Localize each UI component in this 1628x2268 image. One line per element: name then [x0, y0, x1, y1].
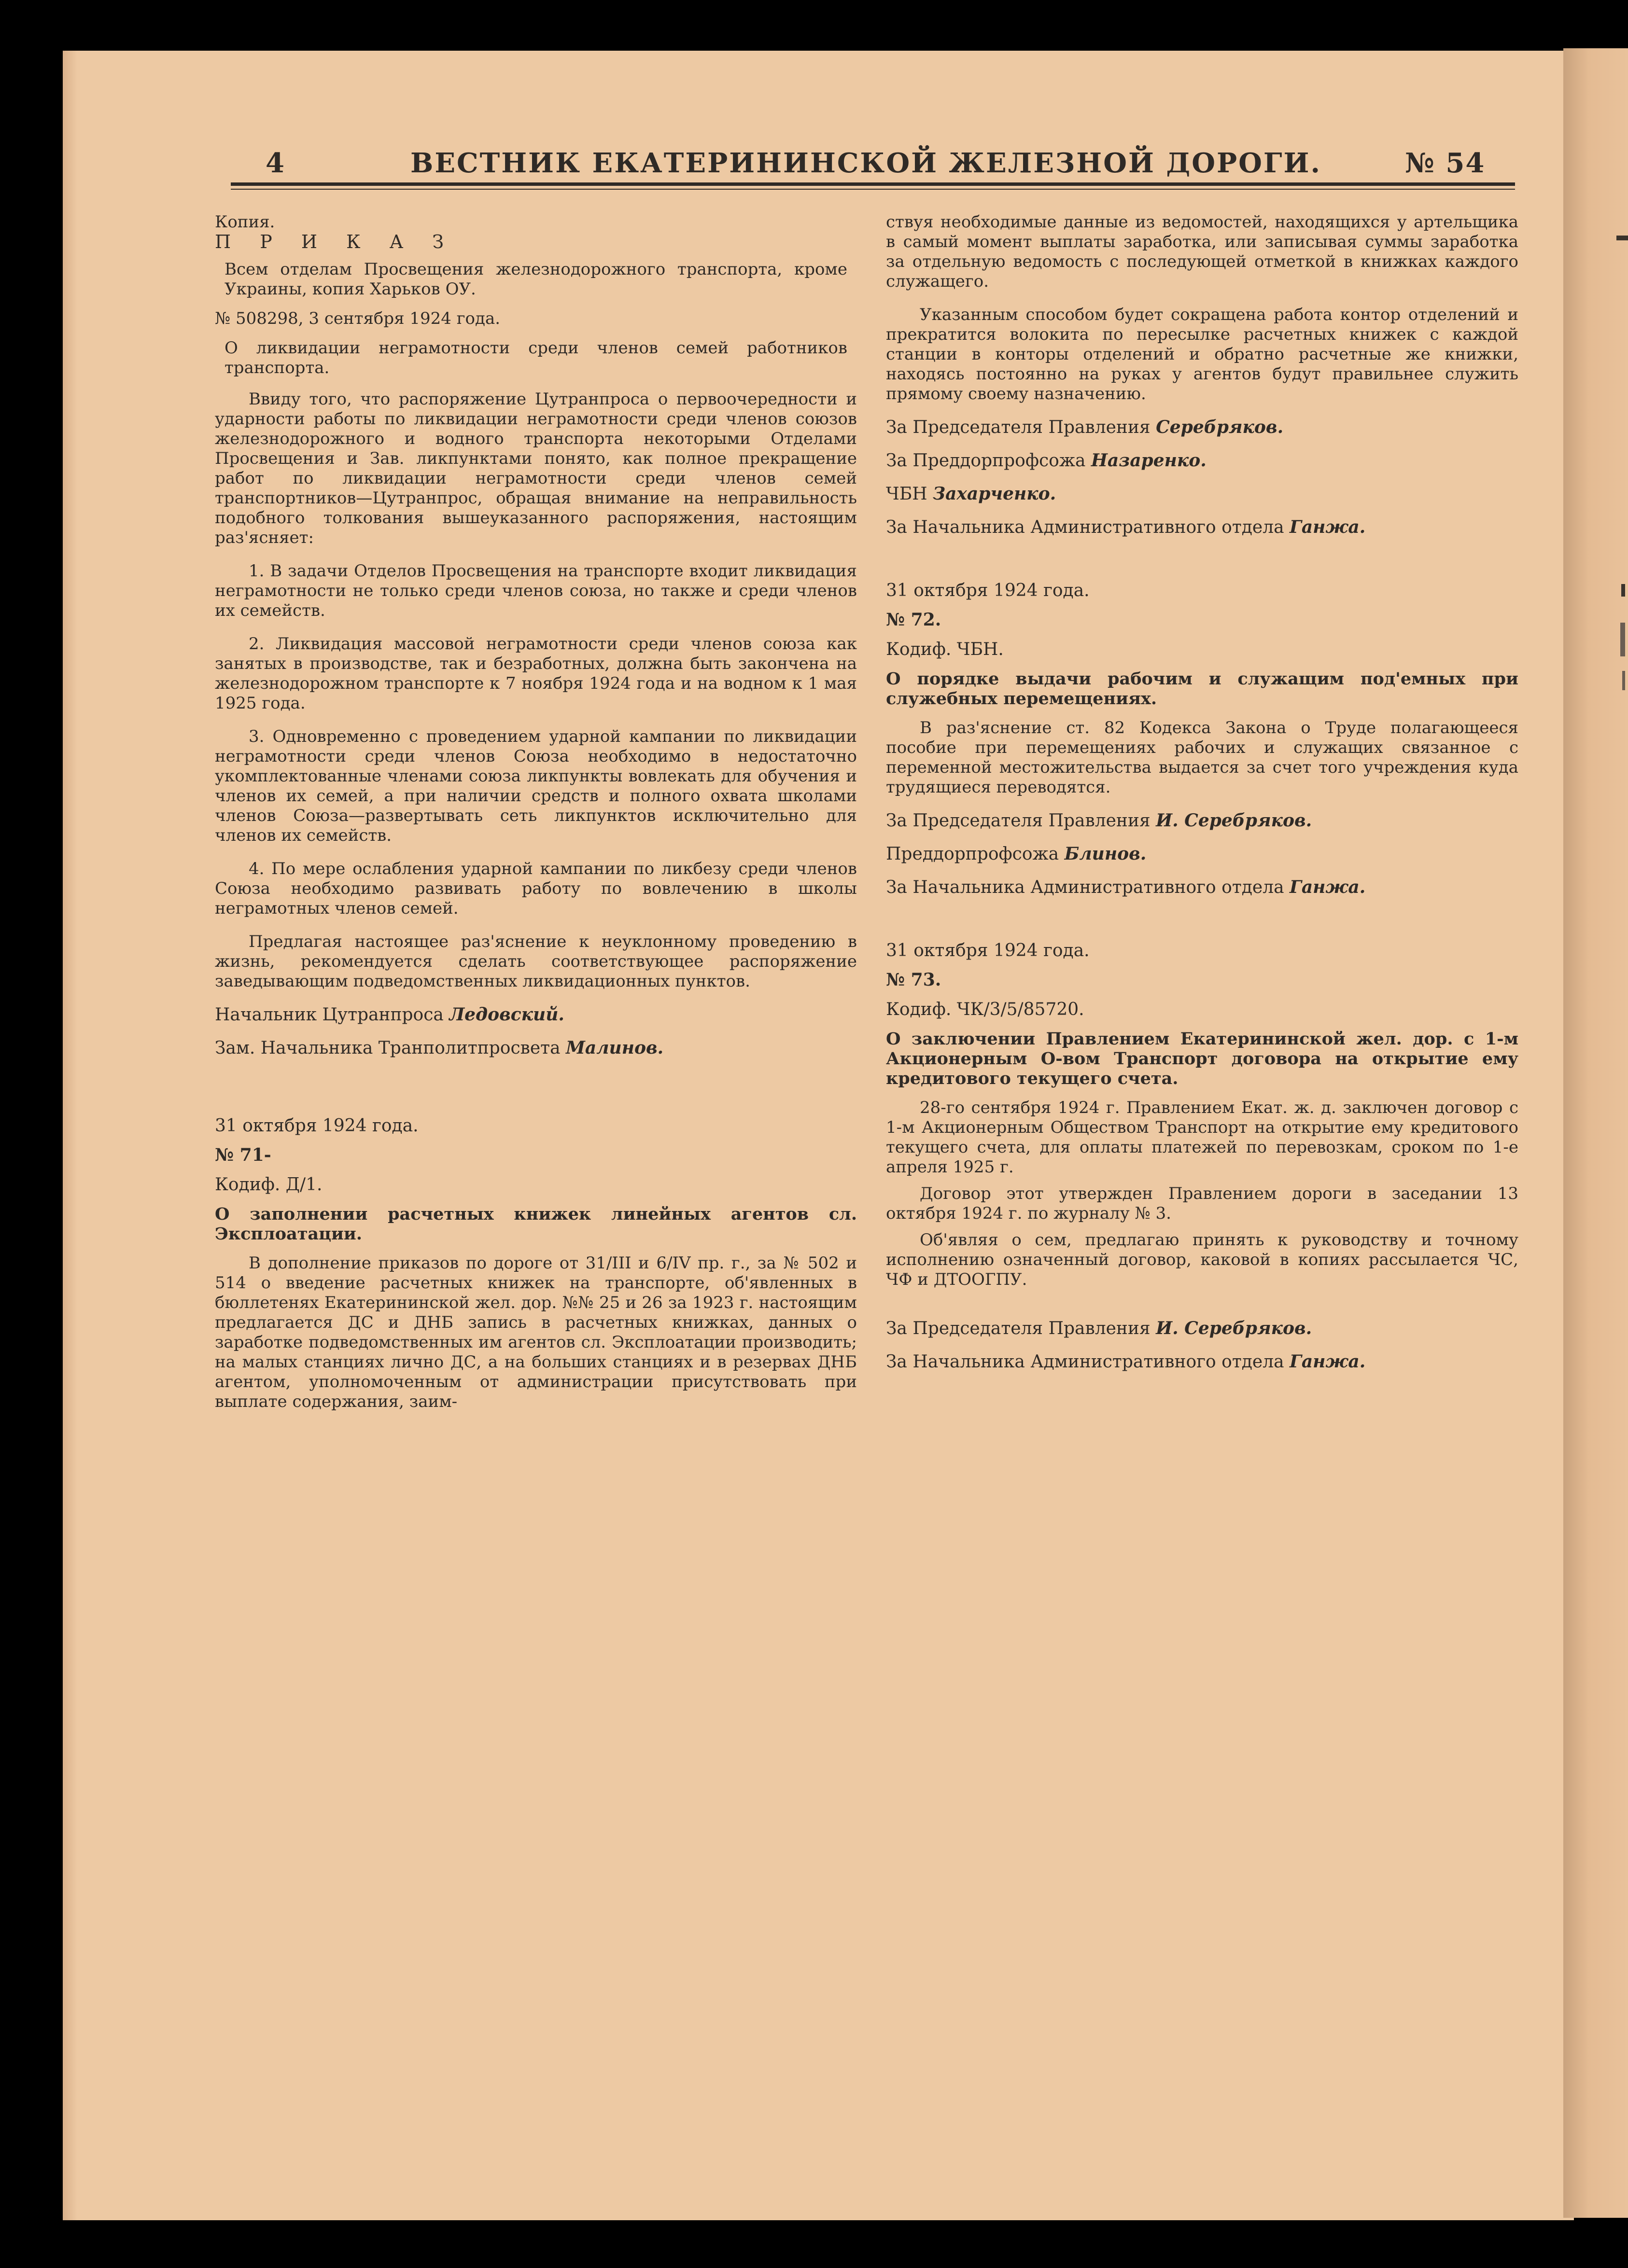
adjacent-page-mark — [1620, 623, 1625, 656]
order-72-code: Кодиф. ЧБН. — [886, 640, 1004, 659]
order-subject: О ликвидации неграмотности среди членов семей работников транспорта. — [225, 338, 847, 377]
order-73-number: № 73. — [886, 970, 941, 990]
signature: За Начальника Административного отдела Ганжа. — [886, 877, 1366, 897]
page-number: 4 — [266, 147, 285, 179]
header-rule — [231, 182, 1515, 186]
order-71-title: О заполнении расчетных книжек линейных агентов сл. Эксплоатации. — [215, 1204, 857, 1244]
order-heading: П Р И К А З — [215, 231, 456, 252]
signature: Зам. Начальника Транполитпросвета Малинов. — [215, 1038, 664, 1058]
order-intro: Ввиду того, что распоряжение Цутранпроса о первоочередности и ударности работы по ликвидации неграмотности среди членов союзов железнодорожного и водного транспорта некоторыми Отделами Просвещения и Зав. ликпунктами понято, как полное прекращение работ по ликвидации неграмотности среди членов семей транспортников—Цутранпрос, обращая внимание на неправильность подобного толкования вышеуказанного распоряжения, настоящим раз'ясняет: — [215, 390, 857, 547]
order-71-text-cont2: Указанным способом будет сокращена работа контор отделений и прекратится волокита по пересылке расчетных книжек с каждой станции в конторы отделений и обратно расчетные же книжки, находясь постоянно на руках у агентов будут правильнее служить прямому своему назначению. — [886, 305, 1518, 404]
order-addressee: Всем отделам Просвещения железнодорожного транспорта, кроме Украины, копия Харьков ОУ. — [225, 260, 847, 299]
order-73-title: О заключении Правлением Екатерининской жел. дор. с 1-м Акционерным О-вом Транспорт договора на открытие ему кредитового текущего счета. — [886, 1029, 1518, 1088]
signature: За Председателя Правления Серебряков. — [886, 417, 1284, 437]
order-72-text: В раз'яснение ст. 82 Кодекса Закона о Труде полагающееся пособие при перемещениях рабочих и служащих связанное с переменной местожительства выдается за счет того учреждения куда трудящиеся переводятся. — [886, 718, 1518, 797]
order-71-text: В дополнение приказов по дороге от 31/III и 6/IV пр. г., за № 502 и 514 о введение расчетных книжек на транспорте, об'явленных в бюллетенях Екатерининской жел. дор. №№ 25 и 26 за 1923 г. настоящим предлагается ДС и ДНБ запись в расчетных книжках, данных о заработке подведомственных им агентов сл. Эксплоатации производить; на малых станциях лично ДС, а на больших станциях и в резервах ДНБ агентом, уполномоченным от администрации присутствовать при выплате содержания, заим- — [215, 1253, 857, 1411]
left-column — [215, 212, 857, 1412]
signature: За Председателя Правления И. Серебряков. — [886, 810, 1312, 831]
order-point-2: 2. Ликвидация массовой неграмотности среди членов союза как занятых в производстве, так и безработных, должна быть закончена на железнодорожном транспорте к 7 ноября 1924 года и на водном к 1 мая 1925 года. — [215, 634, 857, 713]
order-71-text-cont: ствуя необходимые данные из ведомостей, находящихся у артельщика в самый момент выплаты заработка, или записывая суммы заработка за отдельную ведомость с последующей отметкой в книжках каждого служащего. — [886, 212, 1518, 291]
signature: ЧБН Захарченко. — [886, 484, 1056, 504]
order-72-title: О порядке выдачи рабочим и служащим под'емных при служебных перемещениях. — [886, 669, 1518, 709]
order-73-text: Об'являя о сем, предлагаю принять к руководству и точному исполнению означенный договор, каковой в копиях рассылается ЧС, ЧФ и ДТООГПУ. — [886, 1230, 1518, 1289]
order-72-date: 31 октября 1924 года. — [886, 581, 1090, 600]
order-71-date: 31 октября 1924 года. — [215, 1116, 419, 1136]
order-point-3: 3. Одновременно с проведением ударной кампании по ликвидации неграмотности среди членов Союза необходимо в недостаточно укомплектованные членами союза ликпункты вовлекать для обучения и членов их семей, а при наличии средств и полного охвата школами членов Союза—развертывать сеть ликпунктов исключительно для членов их семейств. — [215, 727, 857, 845]
order-point-1: 1. В задачи Отделов Просвещения на транспорте входит ликвидация неграмотности не только среди членов союза, но также и среди членов их семейств. — [215, 561, 857, 620]
order-closing: Предлагая настоящее раз'яснение к неуклонному проведению в жизнь, рекомендуется сделать соответствующее распоряжение заведывающим подведомственных ликвидационных пунктов. — [215, 932, 857, 991]
signature: За Начальника Административного отдела Ганжа. — [886, 1351, 1366, 1372]
signature: За Преддорпрофсожа Назаренко. — [886, 450, 1207, 471]
header-rule-thin — [231, 189, 1515, 190]
order-71-code: Кодиф. Д/1. — [215, 1175, 323, 1195]
order-73-code: Кодиф. ЧК/3/5/85720. — [886, 1000, 1084, 1019]
issue-number: № 54 — [1405, 147, 1486, 179]
order-73-text: 28-го сентября 1924 г. Правлением Екат. ж. д. заключен договор с 1-м Акционерным Обществом Транспорт на открытие ему кредитового текущего счета, для оплаты платежей по перевозкам, сроком по 1-е апреля 1925 г. — [886, 1098, 1518, 1177]
order-73-date: 31 октября 1924 года. — [886, 941, 1090, 960]
order-71-number: № 71- — [215, 1145, 271, 1165]
copy-note: Копия. — [215, 212, 275, 232]
adjacent-page-mark — [1621, 584, 1625, 597]
order-point-4: 4. По мере ослабления ударной кампании по ликбезу среди членов Союза необходимо развивать работу по вовлечению в школы неграмотных членов семей. — [215, 859, 857, 918]
signature: За Начальника Административного отдела Ганжа. — [886, 517, 1366, 537]
newspaper-title: ВЕСТНИК ЕКАТЕРИНИНСКОЙ ЖЕЛЕЗНОЙ ДОРОГИ. — [410, 147, 1321, 179]
order-number: № 508298, 3 сентября 1924 года. — [215, 309, 501, 328]
right-column — [886, 212, 1518, 1372]
signature: Начальник Цутранпроса Ледовский. — [215, 1004, 564, 1025]
signature: За Председателя Правления И. Серебряков. — [886, 1318, 1312, 1338]
adjacent-page-mark — [1622, 671, 1625, 690]
order-73-text: Договор этот утвержден Правлением дороги в заседании 13 октября 1924 г. по журналу № 3. — [886, 1184, 1518, 1223]
adjacent-page-edge — [1563, 48, 1628, 2218]
signature: Преддорпрофсожа Блинов. — [886, 844, 1147, 864]
order-72-number: № 72. — [886, 610, 941, 630]
adjacent-page-rule — [1616, 236, 1628, 240]
